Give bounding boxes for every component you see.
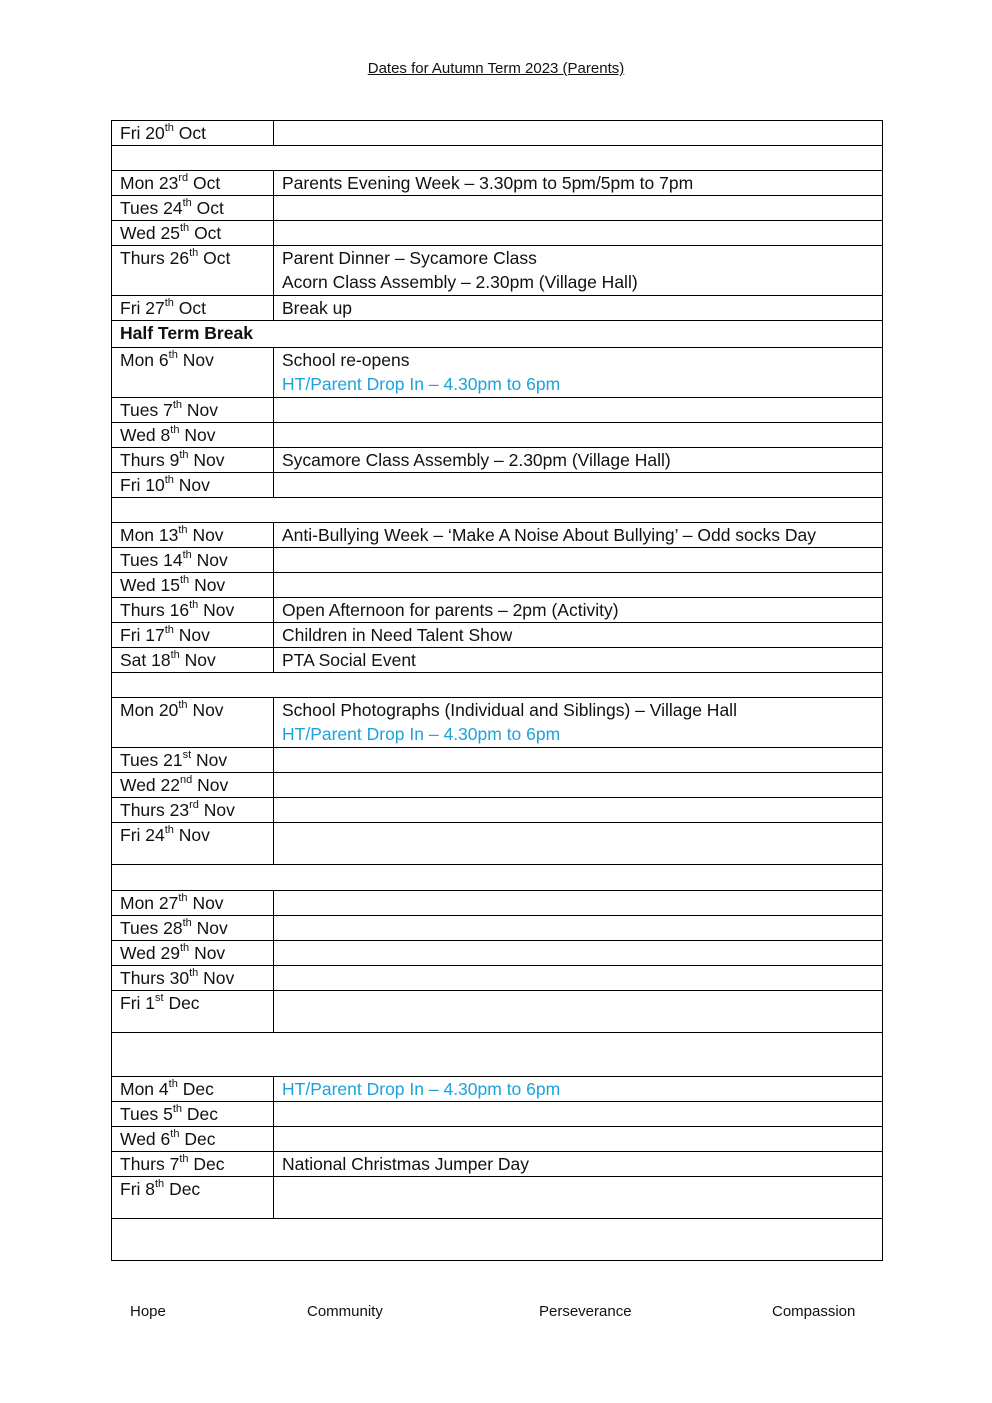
date-label [120,248,230,268]
date-label [120,750,227,770]
date-month: Oct [178,298,207,318]
date-row [112,748,883,773]
date-label [120,968,234,988]
date-cell [112,296,274,321]
date-cell [112,598,274,623]
date-cell [112,623,274,648]
date-label [120,425,215,445]
event-cell [274,1102,883,1127]
spacer-row [112,673,883,698]
date-suffix: th [170,649,180,662]
date-day: Mon 6 [120,350,169,370]
event-text: Open Afternoon for parents – 2pm (Activity) [282,600,619,620]
date-month: Nov [194,575,226,595]
event-text: Children in Need Talent Show [282,625,513,645]
date-month: Nov [203,968,235,988]
date-row [112,916,883,941]
date-month: Nov [182,350,214,370]
date-suffix: th [178,892,188,905]
date-suffix: rd [178,172,189,185]
spacer-cell [112,1033,883,1077]
date-day: Tues 14 [120,550,183,570]
spacer-cell [112,673,883,698]
event-text: Parent Dinner – Sycamore Class [282,248,537,268]
date-suffix: th [182,917,192,930]
spacer-row [112,498,883,523]
event-cell [274,1127,883,1152]
date-suffix: th [172,1103,183,1116]
date-row [112,398,883,423]
date-label [120,700,224,720]
event-cell [274,773,883,798]
date-label [120,575,225,595]
date-row [112,448,883,473]
date-row [112,121,883,146]
date-cell [112,773,274,798]
date-day: Mon 13 [120,525,179,545]
date-suffix: th [168,1078,178,1091]
event-cell [274,623,883,648]
date-cell [112,648,274,673]
date-label [120,918,228,938]
date-month: Nov [186,400,219,420]
date-month: Nov [178,825,210,845]
date-day: Fri 27 [120,298,165,318]
date-row [112,773,883,798]
date-cell [112,171,274,196]
event-cell [274,748,883,773]
date-label [120,173,220,193]
date-month: Nov [192,700,224,720]
date-label [120,525,224,545]
date-cell [112,1127,274,1152]
date-cell [112,698,274,748]
date-month: Oct [196,198,224,218]
event-cell [274,798,883,823]
date-day: Fri 1 [120,993,155,1013]
date-cell [112,1152,274,1177]
date-label [120,1079,214,1099]
date-cell [112,941,274,966]
event-cell [274,966,883,991]
date-label [120,825,210,845]
date-cell [112,1077,274,1102]
date-day: Tues 28 [120,918,183,938]
date-row [112,1152,883,1177]
date-label [120,943,225,963]
date-label [120,350,214,370]
event-cell [274,221,883,246]
date-label [120,123,206,143]
date-label [120,400,218,420]
date-cell [112,991,274,1033]
date-row [112,246,883,296]
date-suffix: th [172,399,183,412]
date-row [112,171,883,196]
date-row [112,523,883,548]
date-day: Wed 29 [120,943,180,963]
date-row [112,423,883,448]
date-month: Dec [184,1129,216,1149]
spacer-row [112,146,883,171]
date-suffix: th [189,967,199,980]
date-month: Nov [197,775,229,795]
date-row [112,221,883,246]
date-cell [112,748,274,773]
event-cell [274,598,883,623]
date-label [120,625,210,645]
date-suffix: th [180,574,190,587]
event-text: Parents Evening Week – 3.30pm to 5pm/5pm to 7pm [282,173,694,193]
event-text: Sycamore Class Assembly – 2.30pm (Village Hall) [282,450,671,470]
event-cell [274,1177,883,1219]
event-cell [274,171,883,196]
event-cell [274,523,883,548]
date-month: Dec [169,1179,201,1199]
date-day: Wed 6 [120,1129,171,1149]
event-cell [274,991,883,1033]
spacer-cell [112,865,883,891]
date-cell [112,1102,274,1127]
date-month: Dec [186,1104,219,1124]
date-row [112,548,883,573]
date-month: Nov [194,943,226,963]
date-suffix: th [180,222,190,235]
date-cell [112,423,274,448]
spacer-row [112,1219,883,1261]
date-day: Tues 24 [120,198,183,218]
date-label [120,550,228,570]
date-suffix: th [164,624,174,637]
date-suffix: st [155,992,164,1005]
date-row [112,1077,883,1102]
date-suffix: th [178,699,188,712]
date-day: Mon 27 [120,893,179,913]
date-row [112,473,883,498]
date-row [112,648,883,673]
date-suffix: th [164,824,174,837]
date-day: Thurs 7 [120,1154,180,1174]
date-label [120,1179,200,1199]
footer-value-perseverance: Perseverance [539,1303,632,1320]
date-cell [112,246,274,296]
footer-value-hope: Hope [130,1303,166,1320]
section-heading: Half Term Break [112,321,883,348]
date-suffix: th [168,349,178,362]
event-cell [274,891,883,916]
date-row [112,296,883,321]
date-row [112,966,883,991]
date-suffix: th [164,474,174,487]
event-text: HT/Parent Drop In – 4.30pm to 6pm [282,1079,561,1099]
date-day: Fri 24 [120,825,165,845]
footer-value-community: Community [307,1303,383,1320]
event-cell [274,548,883,573]
date-day: Thurs 9 [120,450,180,470]
date-row [112,941,883,966]
date-label [120,600,234,620]
date-row [112,823,883,865]
date-month: Oct [203,248,231,268]
event-cell [274,398,883,423]
date-suffix: th [182,549,192,562]
date-day: Fri 20 [120,123,165,143]
date-day: Mon 4 [120,1079,169,1099]
date-label [120,198,224,218]
event-text: Break up [282,298,353,318]
event-text: Acorn Class Assembly – 2.30pm (Village Hall) [282,272,638,292]
date-label [120,450,225,470]
date-suffix: nd [180,774,193,787]
date-day: Wed 15 [120,575,180,595]
date-month: Nov [196,750,228,770]
date-label [120,993,200,1013]
section-heading-row [112,321,883,348]
date-month: Nov [184,425,216,445]
date-day: Wed 8 [120,425,171,445]
date-month: Dec [182,1079,214,1099]
date-cell [112,916,274,941]
event-text: School Photographs (Individual and Siblings) – Village Hall [282,700,737,720]
event-cell [274,573,883,598]
event-cell [274,1152,883,1177]
date-suffix: th [182,197,192,210]
event-cell [274,473,883,498]
date-cell [112,548,274,573]
date-suffix: st [182,749,192,762]
date-cell [112,966,274,991]
date-row [112,798,883,823]
date-month: Nov [178,475,210,495]
date-month: Oct [178,123,207,143]
event-cell [274,296,883,321]
date-row [112,1102,883,1127]
date-row [112,348,883,398]
date-suffix: th [180,942,190,955]
date-month: Nov [192,893,224,913]
dates-table [111,120,883,1261]
event-text: National Christmas Jumper Day [282,1154,530,1174]
date-day: Mon 23 [120,173,179,193]
date-day: Fri 17 [120,625,165,645]
date-cell [112,1177,274,1219]
date-cell [112,348,274,398]
date-month: Oct [194,223,222,243]
date-day: Tues 5 [120,1104,173,1124]
date-cell [112,473,274,498]
date-day: Thurs 23 [120,800,190,820]
date-suffix: th [179,1153,189,1166]
date-cell [112,523,274,548]
event-text: Anti-Bullying Week – ‘Make A Noise About Bullying’ – Odd socks Day [282,525,817,545]
date-suffix: th [164,122,174,135]
spacer-row [112,1033,883,1077]
date-month: Nov [203,800,235,820]
event-cell [274,348,883,398]
date-suffix: th [155,1178,165,1191]
date-day: Thurs 16 [120,600,190,620]
date-day: Wed 22 [120,775,180,795]
date-month: Nov [184,650,216,670]
event-cell [274,941,883,966]
date-suffix: th [189,247,199,260]
date-label [120,475,210,495]
date-row [112,573,883,598]
date-row [112,196,883,221]
date-label [120,650,216,670]
date-day: Fri 8 [120,1179,155,1199]
date-label [120,800,235,820]
date-cell [112,823,274,865]
date-row [112,991,883,1033]
event-cell [274,698,883,748]
date-row [112,623,883,648]
date-month: Dec [168,993,200,1013]
date-label [120,298,206,318]
date-cell [112,573,274,598]
footer-value-compassion: Compassion [772,1303,856,1320]
date-month: Nov [193,450,225,470]
date-day: Sat 18 [120,650,171,670]
event-cell [274,1077,883,1102]
event-cell [274,246,883,296]
spacer-row [112,865,883,891]
date-label [120,1104,218,1124]
event-cell [274,196,883,221]
date-label [120,223,221,243]
date-suffix: th [189,599,199,612]
date-row [112,598,883,623]
date-cell [112,398,274,423]
spacer-cell [112,1219,883,1261]
date-cell [112,221,274,246]
date-cell [112,448,274,473]
date-cell [112,196,274,221]
spacer-cell [112,498,883,523]
event-cell [274,448,883,473]
date-label [120,893,224,913]
date-day: Wed 25 [120,223,180,243]
date-day: Tues 7 [120,400,173,420]
date-row [112,1127,883,1152]
event-text: PTA Social Event [282,650,416,670]
date-row [112,1177,883,1219]
date-day: Thurs 26 [120,248,190,268]
date-label [120,1154,225,1174]
date-suffix: th [179,449,189,462]
date-day: Tues 21 [120,750,183,770]
date-month: Dec [193,1154,225,1174]
date-month: Nov [196,918,228,938]
date-suffix: th [164,297,174,310]
date-label [120,775,228,795]
event-cell [274,823,883,865]
date-cell [112,891,274,916]
event-cell [274,423,883,448]
event-text: School re-opens [282,350,410,370]
event-cell [274,648,883,673]
date-month: Nov [203,600,235,620]
date-day: Mon 20 [120,700,179,720]
date-day: Thurs 30 [120,968,190,988]
date-suffix: th [170,424,180,437]
date-suffix: th [170,1128,180,1141]
date-month: Nov [192,525,224,545]
date-suffix: th [178,524,188,537]
date-month: Nov [196,550,228,570]
date-cell [112,121,274,146]
dates-table-body [112,121,883,1261]
date-month: Oct [193,173,221,193]
event-text: HT/Parent Drop In – 4.30pm to 6pm [282,724,561,744]
date-day: Fri 10 [120,475,165,495]
page-title: Dates for Autumn Term 2023 (Parents) [367,60,625,77]
date-row [112,891,883,916]
spacer-cell [112,146,883,171]
event-cell [274,121,883,146]
event-text: HT/Parent Drop In – 4.30pm to 6pm [282,374,561,394]
date-label [120,1129,215,1149]
date-month: Nov [178,625,210,645]
date-cell [112,798,274,823]
date-row [112,698,883,748]
event-cell [274,916,883,941]
date-suffix: rd [189,799,199,812]
